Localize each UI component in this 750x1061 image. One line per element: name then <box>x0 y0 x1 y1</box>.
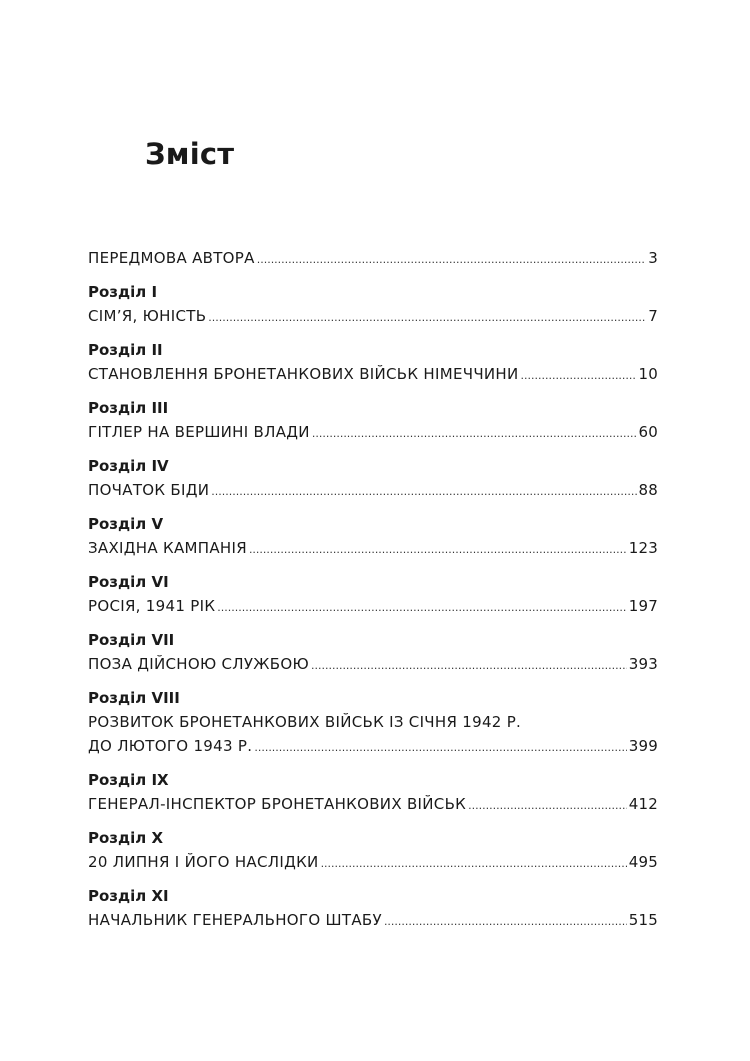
toc-row <box>88 246 658 270</box>
entry-title: ПОЗА ДІЙСНОЮ СЛУЖБОЮ <box>88 655 309 673</box>
page-number: 7 <box>648 307 658 325</box>
chapter-label: Розділ VІІ <box>88 631 175 649</box>
toc-entry <box>88 886 658 932</box>
toc-row <box>88 594 658 618</box>
page-number: 393 <box>628 655 658 673</box>
entry-title: РОСІЯ, 1941 РІК <box>88 597 216 615</box>
entry-title: ДО ЛЮТОГО 1943 Р. <box>88 737 253 755</box>
dot-leader <box>321 852 627 876</box>
dot-leader <box>208 306 646 330</box>
toc-row <box>88 536 658 560</box>
entry-title: СТАНОВЛЕННЯ БРОНЕТАНКОВИХ ВІЙСЬК НІМЕЧЧИНИ <box>88 365 519 383</box>
chapter-label: Розділ V <box>88 515 164 533</box>
page-number: 399 <box>628 737 658 755</box>
toc-row <box>88 362 658 386</box>
entry-title: ГІТЛЕР НА ВЕРШИНІ ВЛАДИ <box>88 423 310 441</box>
dot-leader <box>311 654 627 678</box>
toc-row <box>88 850 658 874</box>
page-number: 10 <box>638 365 658 383</box>
toc-row <box>88 478 658 502</box>
toc-row <box>88 304 658 328</box>
entry-title-line: РОЗВИТОК БРОНЕТАНКОВИХ ВІЙСЬК ІЗ СІЧНЯ 1942 Р. <box>88 713 522 731</box>
toc-entry <box>88 770 658 816</box>
page-number: 515 <box>628 911 658 929</box>
toc-row <box>88 792 658 816</box>
toc-entry <box>88 688 658 758</box>
page-number: 3 <box>648 249 658 267</box>
dot-leader <box>384 910 627 934</box>
page-title: Зміст <box>145 137 235 171</box>
toc-row <box>88 420 658 444</box>
dot-leader <box>249 538 627 562</box>
chapter-label: Розділ VІ <box>88 573 169 591</box>
toc-entry <box>88 630 658 676</box>
chapter-label: Розділ ІV <box>88 457 169 475</box>
chapter-label: Розділ ІІ <box>88 341 163 359</box>
page-number: 197 <box>628 597 658 615</box>
entry-title: ЗАХІДНА КАМПАНІЯ <box>88 539 247 557</box>
toc-entry <box>88 572 658 618</box>
toc-row <box>88 652 658 676</box>
page-number: 60 <box>638 423 658 441</box>
chapter-label: Розділ Х <box>88 829 164 847</box>
entry-title: ПОЧАТОК БІДИ <box>88 481 210 499</box>
entry-title: НАЧАЛЬНИК ГЕНЕРАЛЬНОГО ШТАБУ <box>88 911 382 929</box>
toc-row <box>88 734 658 758</box>
dot-leader <box>312 422 637 446</box>
table-of-contents <box>88 246 658 944</box>
toc-entry <box>88 282 658 328</box>
dot-leader <box>254 736 626 760</box>
chapter-label: Розділ ІІІ <box>88 399 169 417</box>
entry-title: 20 ЛИПНЯ І ЙОГО НАСЛІДКИ <box>88 853 319 871</box>
toc-entry <box>88 398 658 444</box>
dot-leader <box>257 248 647 272</box>
toc-entry <box>88 340 658 386</box>
page-number: 412 <box>628 795 658 813</box>
dot-leader <box>217 596 626 620</box>
entry-title: СІМ’Я, ЮНІСТЬ <box>88 307 207 325</box>
toc-entry <box>88 456 658 502</box>
chapter-label: Розділ VІІІ <box>88 689 180 707</box>
toc-entry <box>88 828 658 874</box>
page-number: 495 <box>628 853 658 871</box>
page-number: 123 <box>628 539 658 557</box>
page-number: 88 <box>638 481 658 499</box>
dot-leader <box>521 364 637 388</box>
chapter-label: Розділ ІХ <box>88 771 169 789</box>
entry-title: ПЕРЕДМОВА АВТОРА <box>88 249 255 267</box>
dot-leader <box>211 480 636 504</box>
toc-entry <box>88 514 658 560</box>
chapter-label: Розділ ХІ <box>88 887 169 905</box>
toc-row <box>88 908 658 932</box>
dot-leader <box>468 794 627 818</box>
toc-entry <box>88 246 658 270</box>
chapter-label: Розділ І <box>88 283 158 301</box>
entry-title: ГЕНЕРАЛ-ІНСПЕКТОР БРОНЕТАНКОВИХ ВІЙСЬК <box>88 795 467 813</box>
